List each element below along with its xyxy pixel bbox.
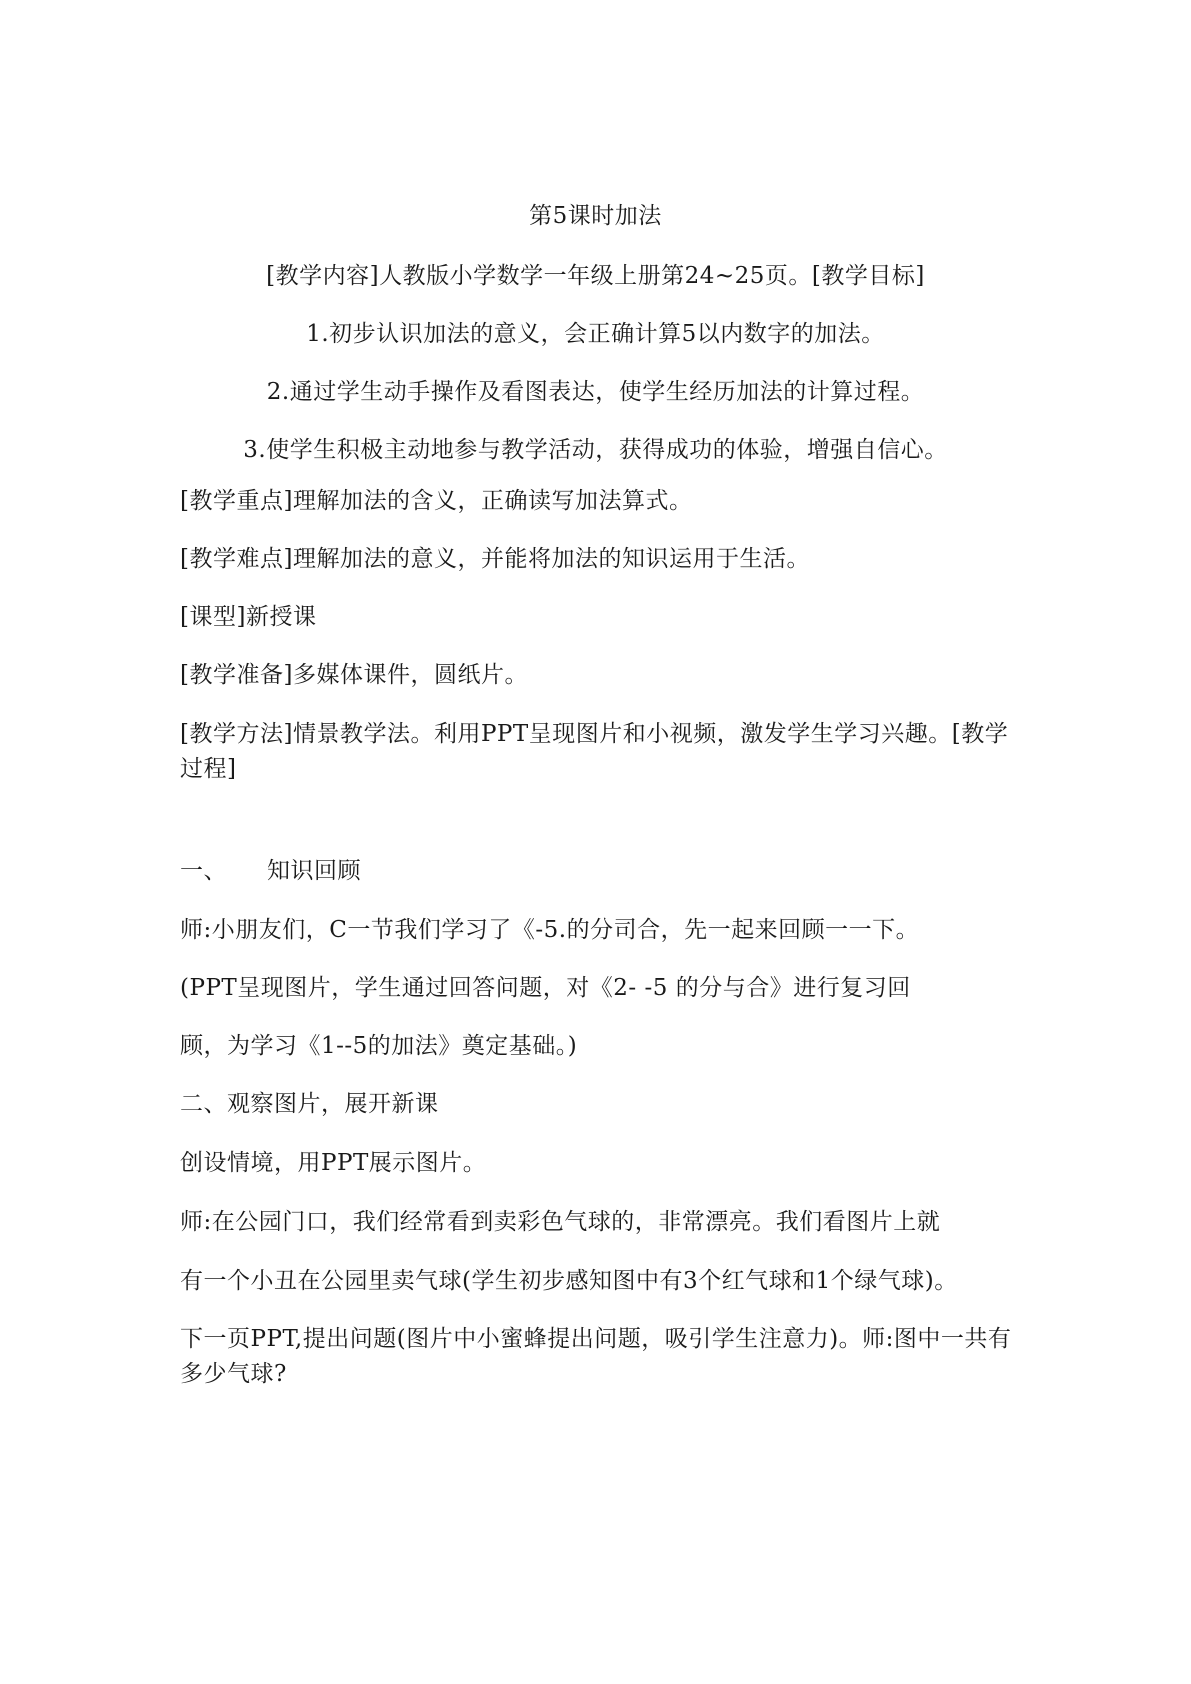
- part1-number: 一、: [180, 858, 227, 884]
- part1-line-3: 顾，为学习《1--5的加法》奠定基础。): [180, 1033, 578, 1059]
- part1-line-2: (PPT呈现图片，学生通过回答问题，对《2- -5 的分与合》进行复习回: [180, 975, 911, 1001]
- method-paragraph: [教学方法]情景教学法。利用PPT呈现图片和小视频，激发学生学习兴趣。[教学过程]: [180, 721, 1009, 782]
- teaching-content-line: [教学内容]人教版小学数学一年级上册第24~25页。[教学目标]: [266, 263, 925, 289]
- objective-1: 1.初步认识加法的意义，会正确计算5以内数字的加法。: [306, 321, 885, 347]
- lesson-type-line: [课型]新授课: [180, 604, 317, 630]
- part2-line-3: 有一个小丑在公园里卖气球(学生初步感知图中有3个红气球和1个绿气球)。: [180, 1268, 958, 1294]
- part2-line-1: 创设情境，用PPT展示图片。: [180, 1150, 487, 1176]
- part1-title: 知识回顾: [267, 858, 361, 884]
- key-point-line: [教学重点]理解加法的含义，正确读写加法算式。: [180, 488, 693, 514]
- part2-paragraph-4: 下一页PPT,提出问题(图片中小蜜蜂提出问题，吸引学生注意力)。师:图中一共有多少气球?: [180, 1326, 1012, 1387]
- part2-heading: 二、观察图片，展开新课: [180, 1091, 439, 1117]
- preparation-line: [教学准备]多媒体课件，圆纸片。: [180, 662, 528, 688]
- lesson-title: 第5课时加法: [529, 203, 662, 229]
- objective-2: 2.通过学生动手操作及看图表达，使学生经历加法的计算过程。: [266, 379, 925, 405]
- part1-heading: [180, 855, 361, 887]
- difficulty-line: [教学难点]理解加法的意义，并能将加法的知识运用于生活。: [180, 546, 810, 572]
- part2-line-2: 师:在公园门口，我们经常看到卖彩色气球的，非常漂亮。我们看图片上就: [180, 1209, 941, 1235]
- objective-3: 3.使学生积极主动地参与教学活动，获得成功的体验，增强自信心。: [243, 437, 948, 463]
- part1-line-1: 师:小朋友们，C一节我们学习了《-5.的分司合，先一起来回顾一一下。: [180, 917, 920, 943]
